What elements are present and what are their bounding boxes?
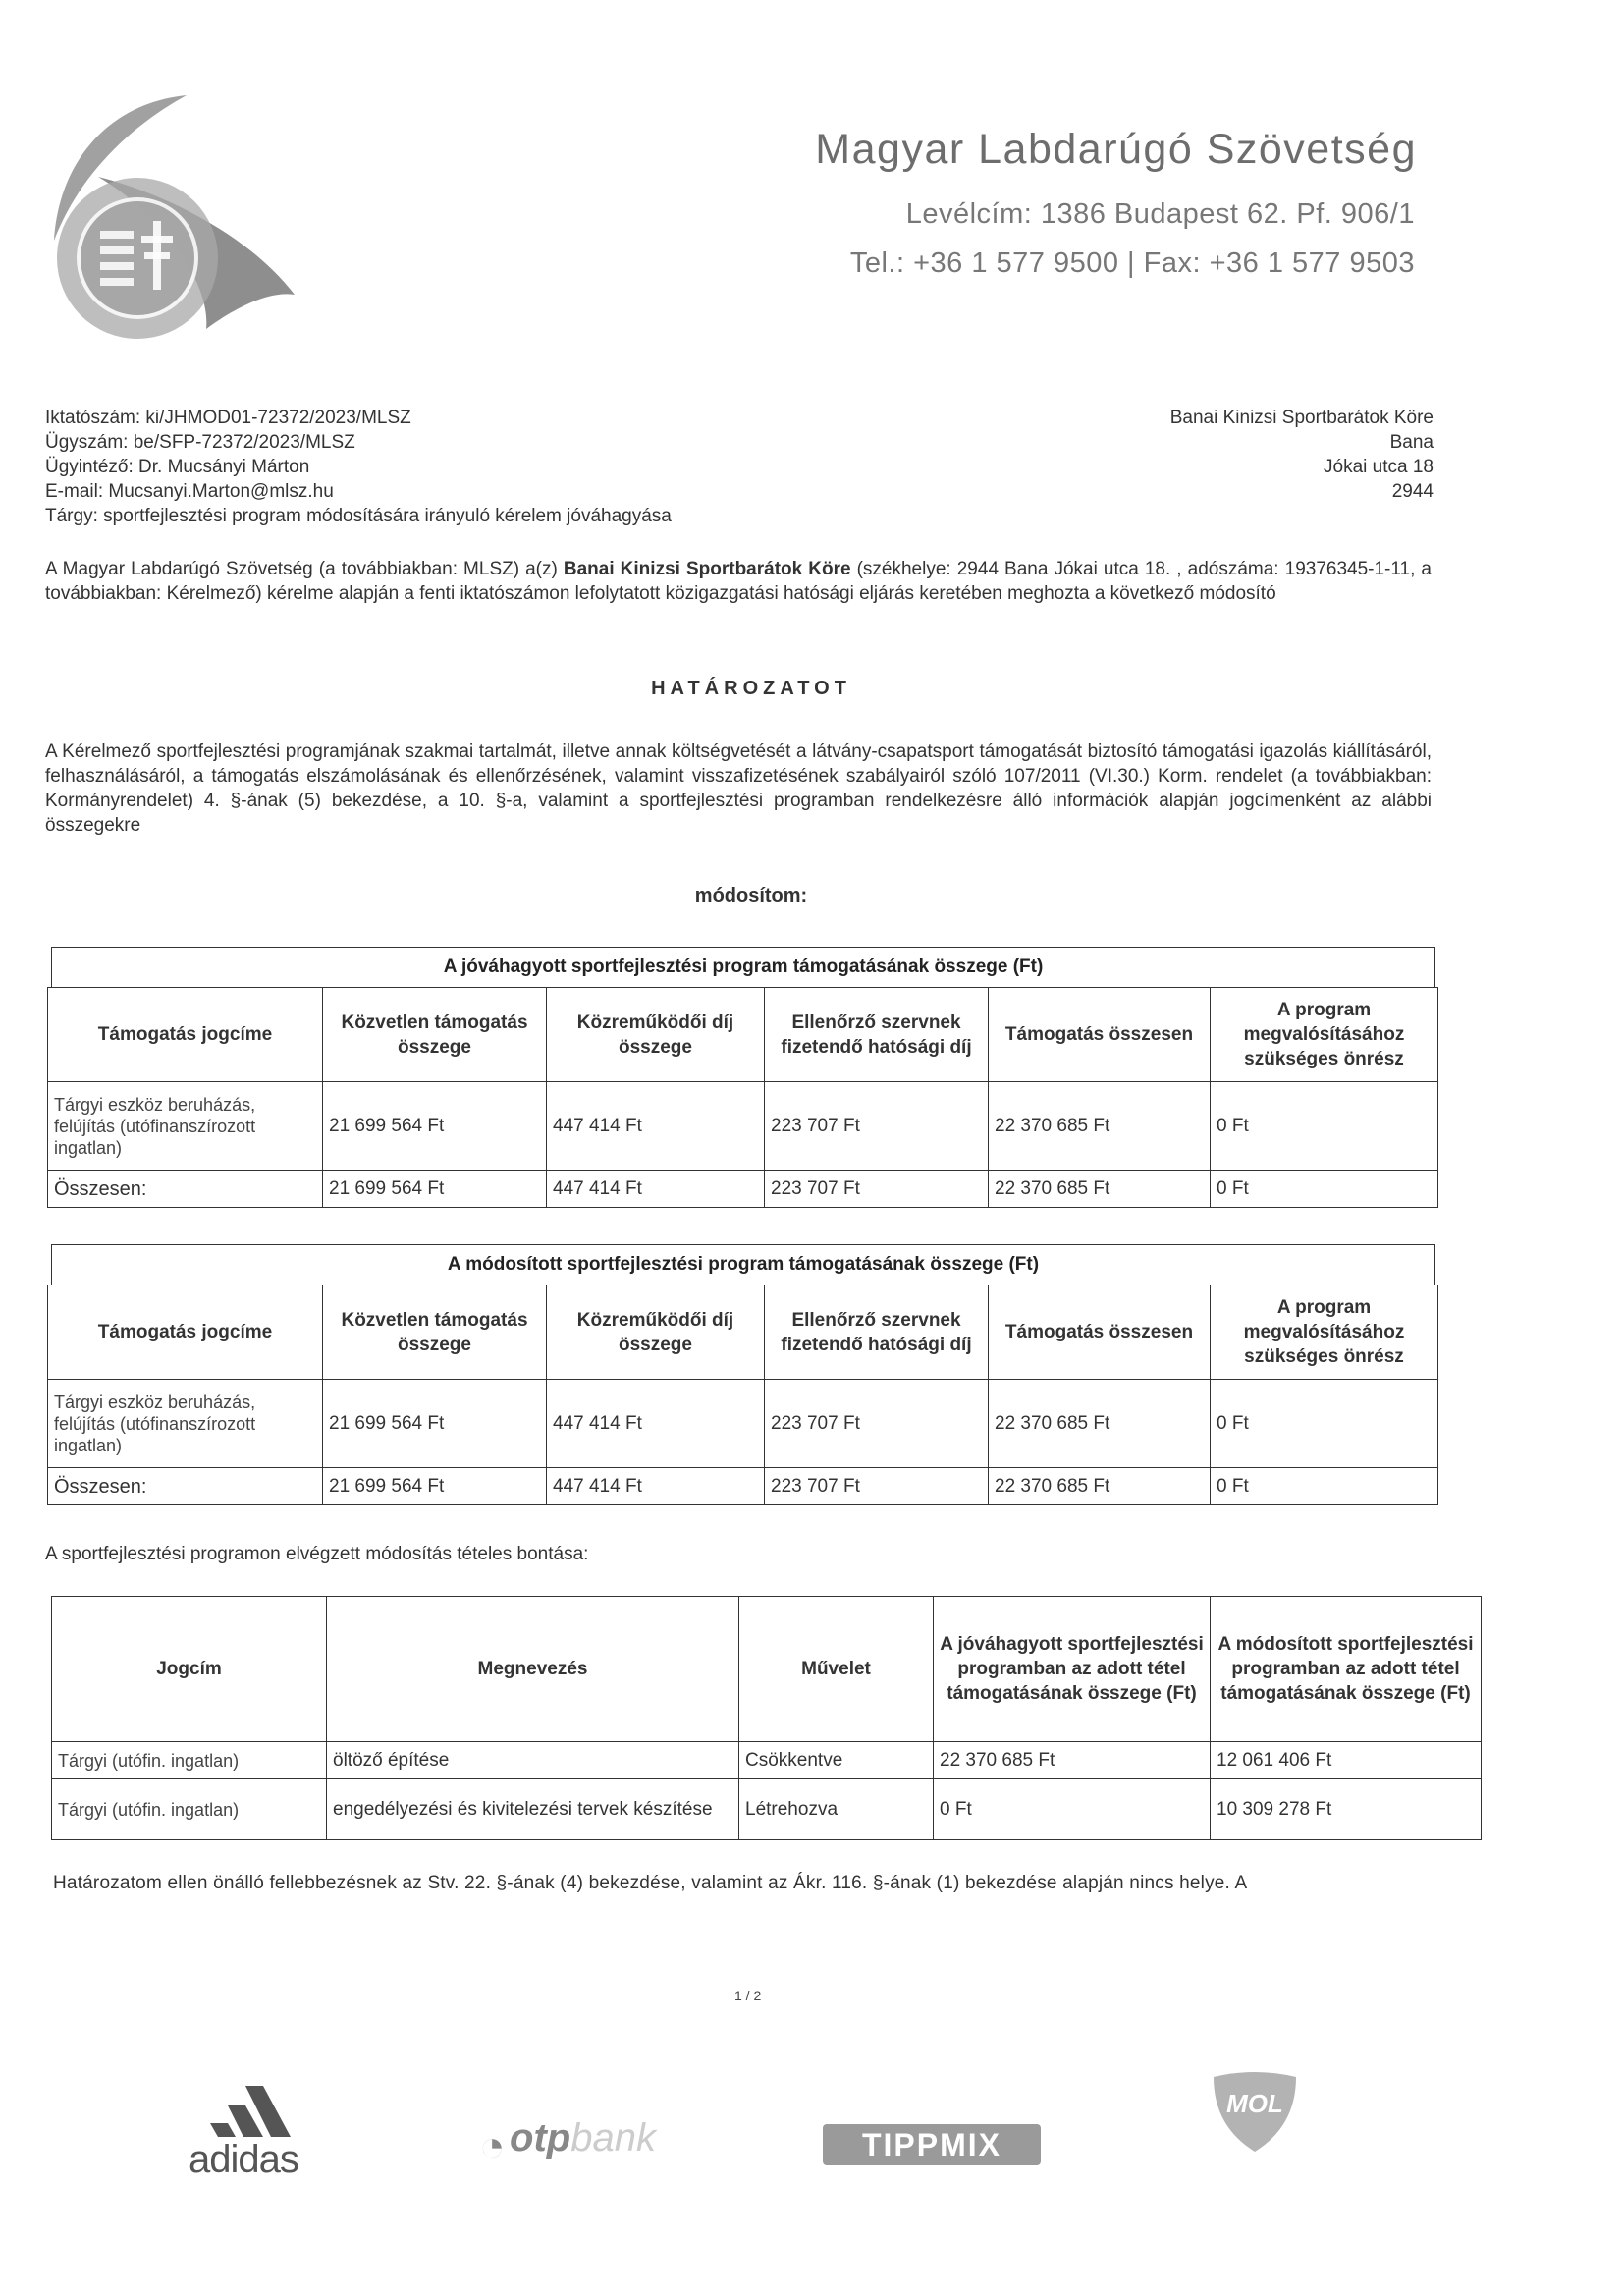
mol-wordmark: MOL — [1226, 2089, 1283, 2118]
cell: 21 699 564 Ft — [323, 1082, 547, 1171]
col-header: Művelet — [739, 1597, 934, 1742]
col-header: Közreműködői díj összege — [547, 988, 765, 1082]
cell: 223 707 Ft — [765, 1171, 989, 1208]
approved-support-table — [47, 947, 1437, 1208]
cell: 21 699 564 Ft — [323, 1171, 547, 1208]
modified-support-table — [47, 1244, 1437, 1505]
intro-pre: A Magyar Labdarúgó Szövetség (a továbbiakban: MLSZ) a(z) — [45, 559, 564, 579]
intro-post: (székhelye: 2944 Bana Jókai utca 18. , adószáma: 19376345-1-11, a továbbiakban: Kérelmező) kérelme alapján a fenti iktatószámon lefolytatott közigazgatási hatósági eljárás keretében meghozta a következő módosító — [45, 559, 1432, 604]
cell: 10 309 278 Ft — [1211, 1779, 1482, 1840]
col-header: Megnevezés — [327, 1597, 739, 1742]
cell: 0 Ft — [1211, 1171, 1438, 1208]
col-header: A jóváhagyott sportfejlesztési programban az adott tétel támogatásának összege (Ft) — [934, 1597, 1211, 1742]
col-header: Közvetlen támogatás összege — [323, 988, 547, 1082]
table-header-row — [52, 1597, 1482, 1742]
closing-text: Határozatom ellen önálló fellebbezésnek az Stv. 22. §-ának (4) bekezdése, valamint az Ákr. 116. §-ának (1) bekezdése alapján nincs helye. A — [53, 1873, 1248, 1893]
cell: 22 370 685 Ft — [934, 1742, 1211, 1779]
cell: 223 707 Ft — [765, 1380, 989, 1468]
breakdown-table — [51, 1596, 1474, 1840]
cell: 223 707 Ft — [765, 1468, 989, 1505]
adidas-logo — [189, 2080, 346, 2181]
adidas-wordmark: adidas — [189, 2138, 298, 2181]
otp-swirl-icon: ◔ — [479, 2121, 506, 2170]
recipient-name: Banai Kinizsi Sportbarátok Köre — [1169, 408, 1434, 428]
table-row — [52, 1779, 1482, 1840]
col-header: Támogatás jogcíme — [48, 988, 323, 1082]
table-header-row — [48, 1285, 1438, 1380]
otpbank-logo — [479, 2116, 656, 2175]
intro-paragraph — [45, 557, 1432, 606]
col-header: Támogatás jogcíme — [48, 1285, 323, 1380]
cell: Létrehozva — [739, 1779, 934, 1840]
table-header-row — [48, 988, 1438, 1082]
cell: öltöző építése — [327, 1742, 739, 1779]
mlsz-crest-icon — [39, 83, 334, 354]
breakdown-intro: A sportfejlesztési programon elvégzett módosítás tételes bontása: — [45, 1544, 589, 1564]
email: E-mail: Mucsanyi.Marton@mlsz.hu — [45, 481, 334, 502]
otp-wordmark: otp — [510, 2116, 571, 2159]
tippmix-logo — [823, 2124, 1041, 2165]
modositom-heading: módosítom: — [694, 885, 808, 906]
iktatoszam: Iktatószám: ki/JHMOD01-72372/2023/MLSZ — [45, 408, 411, 428]
recipient-zip: 2944 — [1391, 481, 1434, 502]
cell: 0 Ft — [1211, 1468, 1438, 1505]
table-caption: A jóváhagyott sportfejlesztési program támogatásának összege (Ft) — [51, 947, 1435, 987]
col-header: A program megvalósításához szükséges önrész — [1211, 1285, 1438, 1380]
ugyintezo: Ügyintéző: Dr. Mucsányi Márton — [45, 457, 310, 477]
cell: Tárgyi eszköz beruházás, felújítás (utófinanszírozott ingatlan) — [48, 1380, 323, 1468]
col-header: Közvetlen támogatás összege — [323, 1285, 547, 1380]
recipient-city: Bana — [1389, 432, 1434, 453]
org-phone: Tel.: +36 1 577 9500 | Fax: +36 1 577 9503 — [849, 247, 1415, 279]
col-header: Jogcím — [52, 1597, 327, 1742]
col-header: Ellenőrző szervnek fizetendő hatósági díj — [765, 988, 989, 1082]
col-header: Támogatás összesen — [989, 1285, 1211, 1380]
bank-wordmark: bank — [570, 2116, 656, 2159]
cell: 0 Ft — [1211, 1380, 1438, 1468]
cell: 22 370 685 Ft — [989, 1468, 1211, 1505]
file-references — [45, 406, 672, 528]
cell: 0 Ft — [1211, 1082, 1438, 1171]
cell: 22 370 685 Ft — [989, 1171, 1211, 1208]
page-number: 1 / 2 — [734, 1988, 762, 2003]
table-row — [48, 1380, 1438, 1468]
org-address: Levélcím: 1386 Budapest 62. Pf. 906/1 — [905, 198, 1415, 230]
table-total-row — [48, 1468, 1438, 1505]
recipient-street: Jókai utca 18 — [1324, 457, 1434, 477]
cell: 447 414 Ft — [547, 1171, 765, 1208]
recipient-address — [1170, 406, 1434, 504]
intro-applicant: Banai Kinizsi Sportbarátok Köre — [563, 559, 851, 579]
cell: 447 414 Ft — [547, 1380, 765, 1468]
cell: 12 061 406 Ft — [1211, 1742, 1482, 1779]
mol-logo — [1206, 2067, 1304, 2156]
cell: 22 370 685 Ft — [989, 1380, 1211, 1468]
table-total-row — [48, 1171, 1438, 1208]
org-name: Magyar Labdarúgó Szövetség — [815, 126, 1417, 173]
cell: 447 414 Ft — [547, 1468, 765, 1505]
table-row — [48, 1082, 1438, 1171]
col-header: Ellenőrző szervnek fizetendő hatósági díj — [765, 1285, 989, 1380]
table-row — [52, 1742, 1482, 1779]
cell: 21 699 564 Ft — [323, 1380, 547, 1468]
cell: Csökkentve — [739, 1742, 934, 1779]
ugyszam: Ügyszám: be/SFP-72372/2023/MLSZ — [45, 432, 355, 453]
cell: Tárgyi (utófin. ingatlan) — [52, 1742, 327, 1779]
col-header: Támogatás összesen — [989, 988, 1211, 1082]
adidas-stripes-icon — [189, 2080, 346, 2139]
decision-paragraph: A Kérelmező sportfejlesztési programjának szakmai tartalmát, illetve annak költségvetését a látvány-csapatsport támogatását biztosító támogatási igazolás kiállításáról, felhasználásáról, a támogatás elszámolásának és ellenőrzésének, valamint visszafizetésének szabályairól szóló 107/2011 (VI.30.) Korm. rendelet (a továbbiakban: Kormányrendelet) 4. §-ának (5) bekezdése, a 10. §-a, valamint a sportfejlesztési programban rendelkezésre álló információk alapján jogcímenként az alábbi összegekre — [45, 741, 1432, 836]
cell: Összesen: — [48, 1171, 323, 1208]
cell: Tárgyi (utófin. ingatlan) — [52, 1779, 327, 1840]
tippmix-wordmark: TIPPMIX — [861, 2127, 1001, 2162]
table-caption: A módosított sportfejlesztési program támogatásának összege (Ft) — [51, 1244, 1435, 1285]
cell: engedélyezési és kivitelezési tervek készítése — [327, 1779, 739, 1840]
cell: 21 699 564 Ft — [323, 1468, 547, 1505]
cell: Tárgyi eszköz beruházás, felújítás (utófinanszírozott ingatlan) — [48, 1082, 323, 1171]
subject: Tárgy: sportfejlesztési program módosítására irányuló kérelem jóváhagyása — [45, 506, 672, 526]
cell: 223 707 Ft — [765, 1082, 989, 1171]
cell: 22 370 685 Ft — [989, 1082, 1211, 1171]
col-header: A program megvalósításához szükséges önrész — [1211, 988, 1438, 1082]
cell: Összesen: — [48, 1468, 323, 1505]
col-header: Közreműködői díj összege — [547, 1285, 765, 1380]
cell: 0 Ft — [934, 1779, 1211, 1840]
col-header: A módosított sportfejlesztési programban az adott tétel támogatásának összege (Ft) — [1211, 1597, 1482, 1742]
cell: 447 414 Ft — [547, 1082, 765, 1171]
decision-heading: HATÁROZATOT — [651, 678, 851, 699]
